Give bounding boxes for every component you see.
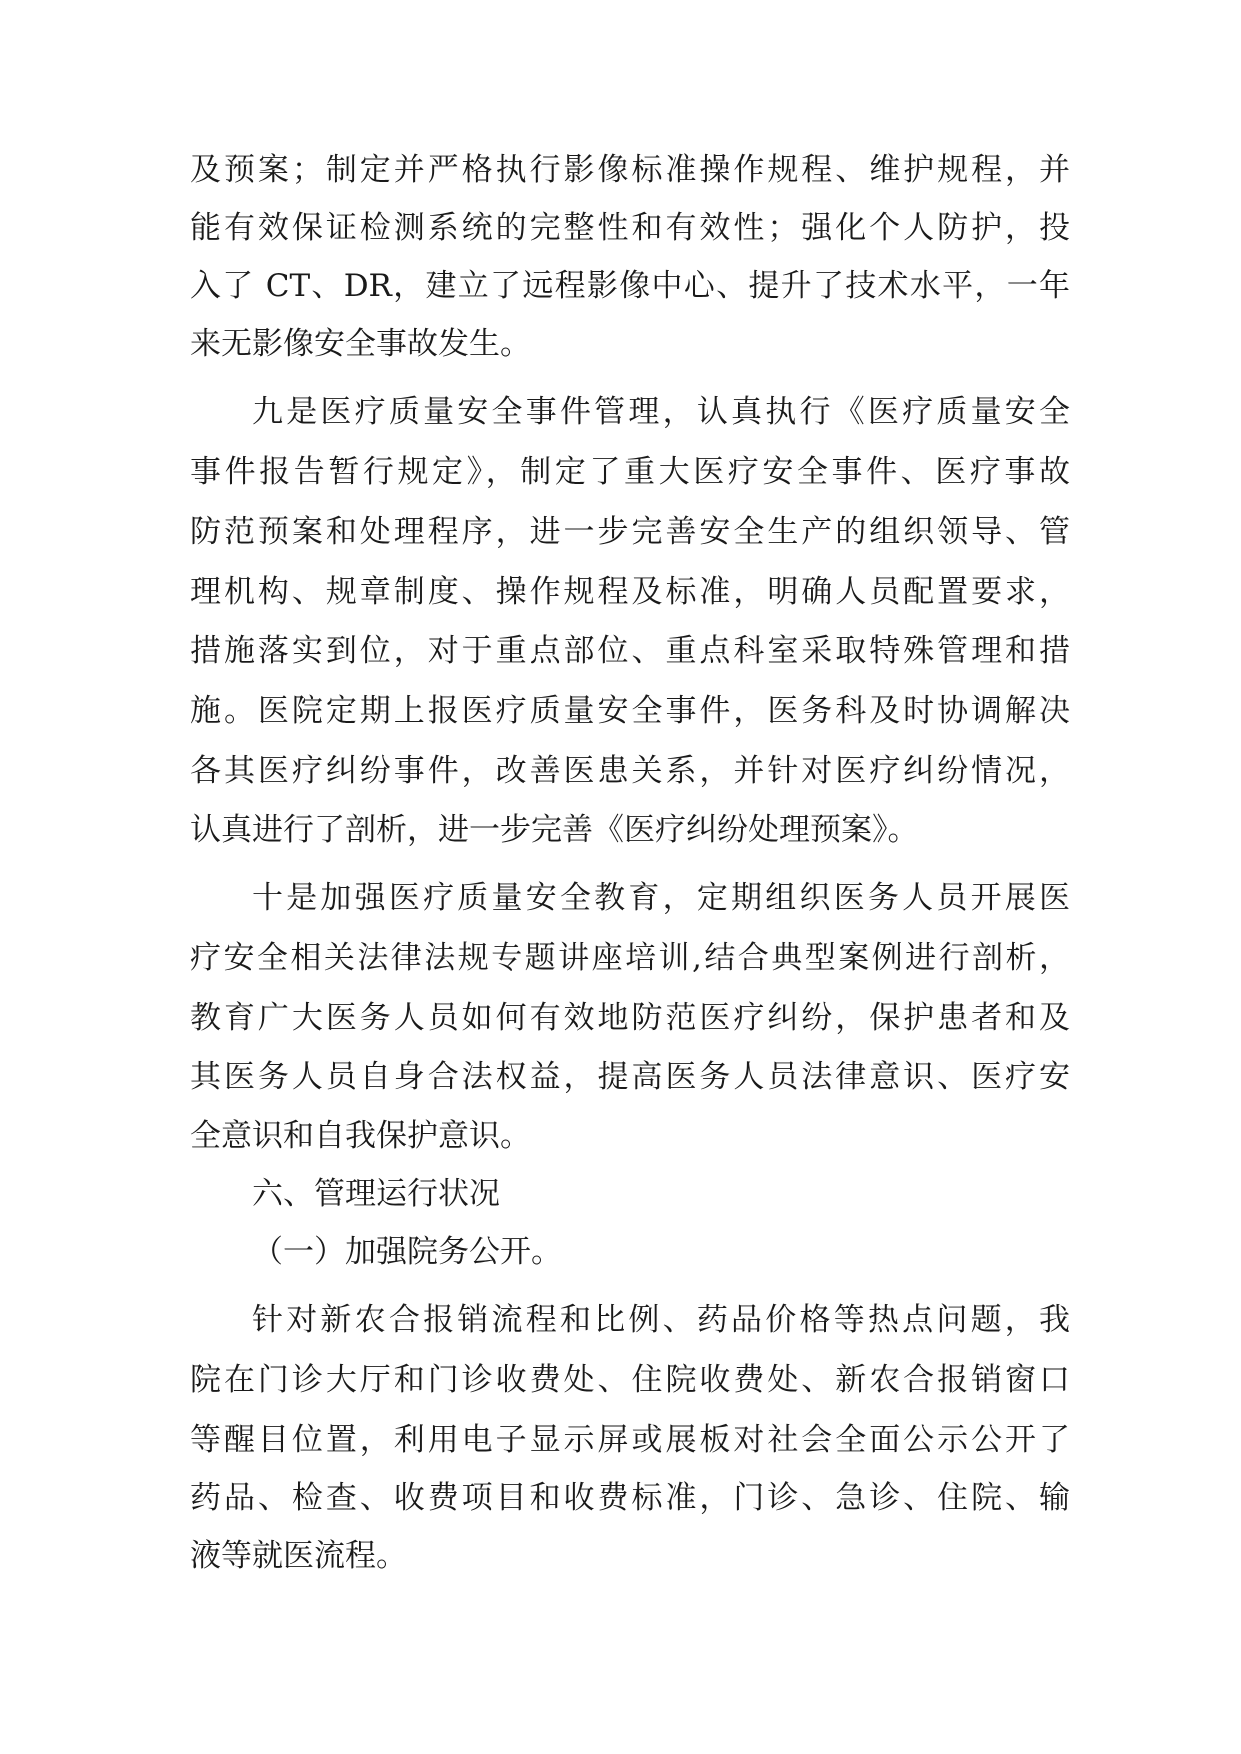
text-line: 防范预案和处理程序，进一步完善安全生产的组织领导、管 — [190, 514, 1070, 550]
section-heading: 六、管理运行状况 — [252, 1176, 500, 1212]
text-line: 院在门诊大厅和门诊收费处、住院收费处、新农合报销窗口 — [190, 1362, 1070, 1398]
text-line: 疗安全相关法律法规专题讲座培训,结合典型案例进行剖析， — [190, 940, 1070, 976]
subsection-heading: （一）加强院务公开。 — [252, 1234, 562, 1270]
text-line: 全意识和自我保护意识。 — [190, 1118, 531, 1154]
text-line: 其医务人员自身合法权益，提高医务人员法律意识、医疗安 — [190, 1059, 1070, 1095]
text-line: 施。医院定期上报医疗质量安全事件，医务科及时协调解决 — [190, 693, 1070, 729]
paragraph-first-line: 九是医疗质量安全事件管理，认真执行《医疗质量安全 — [252, 394, 1070, 430]
paragraph-first-line: 十是加强医疗质量安全教育，定期组织医务人员开展医 — [252, 880, 1070, 916]
text-line: 及预案；制定并严格执行影像标准操作规程、维护规程，并 — [190, 152, 1070, 188]
text-line: 能有效保证检测系统的完整性和有效性；强化个人防护，投 — [190, 210, 1070, 246]
text-line: 认真进行了剖析，进一步完善《医疗纠纷处理预案》。 — [190, 812, 919, 848]
text-line: 理机构、规章制度、操作规程及标准，明确人员配置要求， — [190, 574, 1070, 610]
text-line: 措施落实到位，对于重点部位、重点科室采取特殊管理和措 — [190, 633, 1070, 669]
text-line: 各其医疗纠纷事件，改善医患关系，并针对医疗纠纷情况， — [190, 753, 1070, 789]
text-line: 液等就医流程。 — [190, 1538, 407, 1574]
text-line: 事件报告暂行规定》，制定了重大医疗安全事件、医疗事故 — [190, 454, 1070, 490]
text-line: 等醒目位置，利用电子显示屏或展板对社会全面公示公开了 — [190, 1422, 1070, 1458]
text-line: 药品、检查、收费项目和收费标准，门诊、急诊、住院、输 — [190, 1480, 1070, 1516]
text-line: 教育广大医务人员如何有效地防范医疗纠纷，保护患者和及 — [190, 1000, 1070, 1036]
text-line: 入了 CT、DR，建立了远程影像中心、提升了技术水平，一年 — [190, 268, 1070, 304]
text-line: 来无影像安全事故发生。 — [190, 326, 531, 362]
paragraph-first-line: 针对新农合报销流程和比例、药品价格等热点问题，我 — [252, 1302, 1070, 1338]
